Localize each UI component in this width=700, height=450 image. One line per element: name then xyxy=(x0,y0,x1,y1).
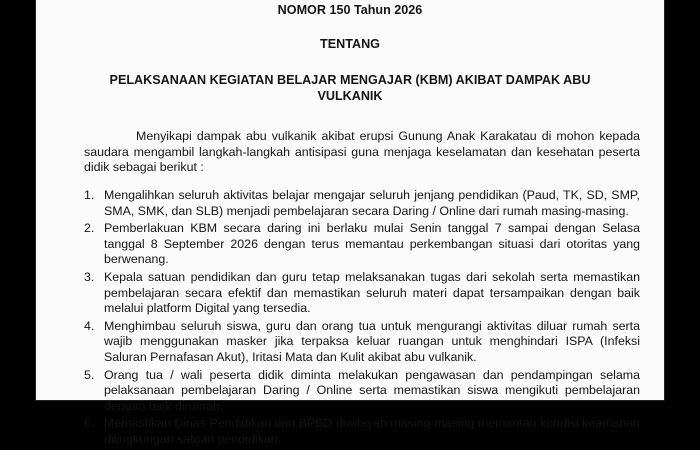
intro-paragraph: Menyikapi dampak abu vulkanik akibat erupsi Gunung Anak Karakatau di mohon kepada saudara mengambil langkah-langkah antisipasi guna menjaga keselamatan dan kesehatan peserta didik sebagai berikut : xyxy=(84,129,640,175)
item-text: Pemberlakuan KBM secara daring ini berlaku mulai Senin tanggal 7 sampai dengan Selasa tanggal 8 September 2026 dengan terus memantau perkembangan situasi dari otoritas yang berwenang. xyxy=(104,221,640,267)
item-number: 4. xyxy=(84,318,95,333)
instruction-list xyxy=(84,188,640,450)
document-page xyxy=(36,0,664,446)
item-number: 3. xyxy=(84,269,95,284)
item-text: Memastikan Dinas Pendidikan dan BPBD diwilayah masing-masing memantau kondisi keamanan dilingkungan satuan pendidikan. xyxy=(104,416,640,446)
document-number: NOMOR 150 Tahun 2026 xyxy=(277,3,423,17)
subject-line-1: PELAKSANAAN KEGIATAN BELAJAR MENGAJAR (KBM) AKIBAT DAMPAK ABU xyxy=(109,73,591,87)
list-item xyxy=(84,416,640,447)
list-item xyxy=(84,368,640,415)
item-number: 1. xyxy=(84,188,95,202)
item-text: Orang tua / wali peserta didik diminta melakukan pengawasan dan pendampingan selama pelaksanaan pembelajaran Daring / Online serta memastikan siswa mengikuti pembelajaran dengan baik dirumah. xyxy=(104,367,640,413)
item-text: Kepala satuan pendidikan dan guru tetap melaksanakan tugas dari sekolah serta memastikan pembelajaran secara efektif dan memastikan seluruh materi dapat tersampaikan dengan baik melalui platform Digital yang tersedia. xyxy=(104,269,640,316)
item-text: Menghimbau seluruh siswa, guru dan orang tua untuk mengurangi aktivitas diluar rumah serta wajib menggunakan masker jika terpaksa keluar ruangan untuk menghindari ISPA (Infeksi Saluran Pernafasan Akut), Iritasi Mata dan Kulit akibat abu vulkanik. xyxy=(104,318,640,364)
item-text: Mengalihkan seluruh aktivitas belajar mengajar seluruh jenjang pendidikan (Paud, TK, SD, SMP, SMA, SMK, dan SLB) menjadi pembelajaran secara Daring / Online dari rumah masing-masing. xyxy=(104,188,640,218)
list-item xyxy=(84,270,640,317)
about-heading: TENTANG xyxy=(320,37,380,51)
subject-line-2: VULKANIK xyxy=(317,89,383,103)
document-subject xyxy=(96,72,604,104)
item-number: 5. xyxy=(84,367,95,382)
list-item xyxy=(84,221,640,268)
list-item xyxy=(84,188,640,219)
item-number: 6. xyxy=(84,416,95,431)
list-item xyxy=(84,319,640,366)
item-number: 2. xyxy=(84,221,95,236)
